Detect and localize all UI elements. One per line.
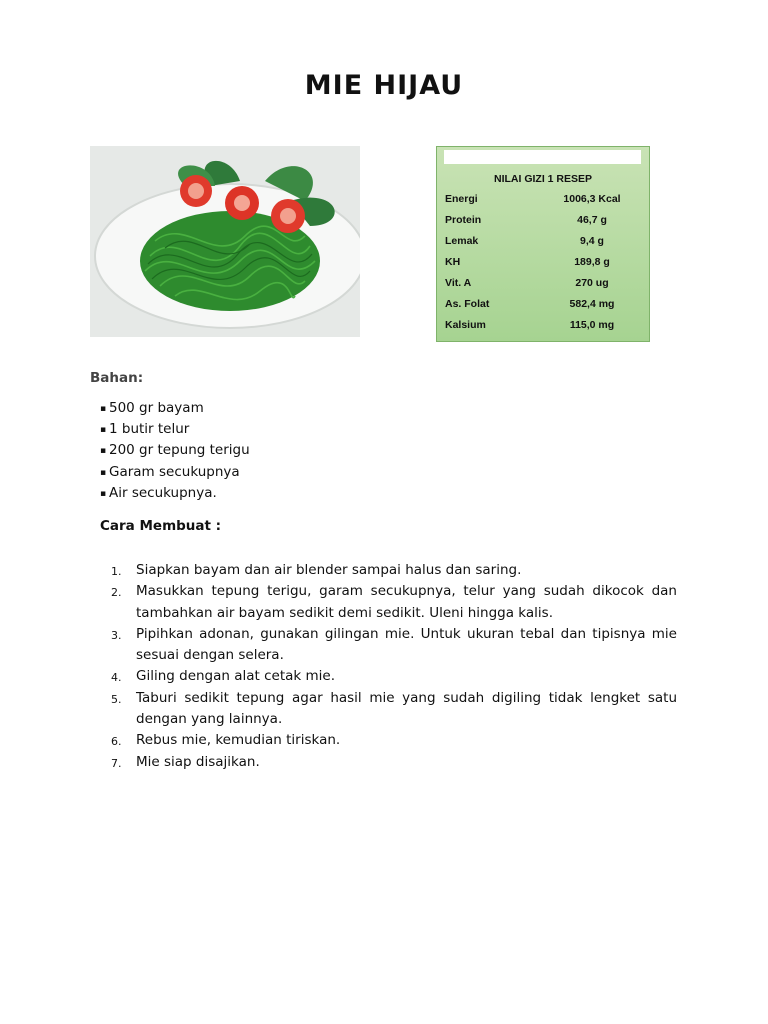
list-item [100,398,250,419]
list-item [100,419,250,440]
step-text: Mie siap disajikan. [136,753,260,770]
ingredient-text: 500 gr bayam [109,400,204,416]
step-text: Rebus mie, kemudian tiriskan. [136,732,341,749]
nutrient-value: 582,4 mg [569,298,615,310]
step-text: Siapkan bayam dan air blender sampai halus dan saring. [136,562,522,578]
nutrition-row [445,235,643,251]
step-item [105,624,677,667]
nutrition-table [436,146,650,342]
step-text: Taburi sedikit tepung agar hasil mie yang sudah digiling tidak lengket satu dengan yang lainnya. [136,689,677,728]
nutrition-header-bar [444,150,641,164]
nutrient-value: 270 ug [575,277,609,289]
nutrient-label: Protein [445,214,482,226]
nutrition-row [445,298,643,314]
nutrition-row [445,319,643,335]
step-text: Pipihkan adonan, gunakan gilingan mie. Untuk ukuran tebal dan tipisnya mie sesuai dengan selera. [136,625,677,664]
nutrition-heading: NILAI GIZI 1 RESEP [493,173,593,185]
nutrient-value: 189,8 g [574,256,610,268]
nutrition-row [445,193,643,209]
ingredient-text: Garam secukupnya [109,463,240,480]
bullet-icon: ▪ [100,446,107,457]
nutrient-label: Energi [445,193,478,205]
nutrition-row [445,214,643,230]
nutrient-value: 115,0 mg [569,319,615,331]
nutrient-label: Lemak [445,235,479,247]
nutrient-value: 9,4 g [580,235,604,247]
nutrient-value: 46,7 g [577,214,607,226]
ingredients-heading: Bahan: [90,370,144,386]
step-number: 4. [111,671,122,685]
green-noodle-photo [90,146,360,337]
step-item [105,688,677,731]
ingredient-text: 1 butir telur [109,421,190,438]
list-item [100,440,250,461]
bullet-icon: ▪ [100,404,107,414]
list-item [100,462,250,483]
nutrient-label: Kalsium [445,319,486,331]
step-number: 1. [111,565,122,578]
method-heading: Cara Membuat : [100,518,222,534]
nutrient-label: Vit. A [445,277,472,289]
bullet-icon: ▪ [100,488,107,499]
step-item [105,752,677,773]
ingredient-text: 200 gr tepung terigu [109,442,250,459]
step-text: Masukkan tepung terigu, garam secukupnya, telur yang sudah dikocok dan tambahkan air bayam sedikit demi sedikit. Uleni hingga kalis. [136,583,677,621]
ingredients-list [100,398,250,504]
step-number: 5. [111,692,122,706]
step-item [105,581,677,624]
nutrient-value: 1006,3 Kcal [563,193,621,205]
bullet-icon: ▪ [100,467,107,478]
page-title: MIE HIJAU [304,70,464,101]
nutrient-label: As. Folat [445,298,490,310]
ingredient-text: Air secukupnya. [109,484,217,501]
nutrition-row [445,256,643,272]
step-number: 6. [111,735,122,749]
nutrition-row [445,277,643,293]
step-number: 3. [111,628,122,642]
step-item [105,560,677,581]
nutrient-label: KH [445,256,461,268]
bullet-icon: ▪ [100,425,107,436]
step-item [105,730,677,751]
step-number: 2. [111,586,122,600]
step-number: 7. [111,756,122,770]
steps-list [105,560,677,773]
step-text: Giling dengan alat cetak mie. [136,668,336,685]
step-item [105,666,677,687]
list-item [100,483,250,504]
